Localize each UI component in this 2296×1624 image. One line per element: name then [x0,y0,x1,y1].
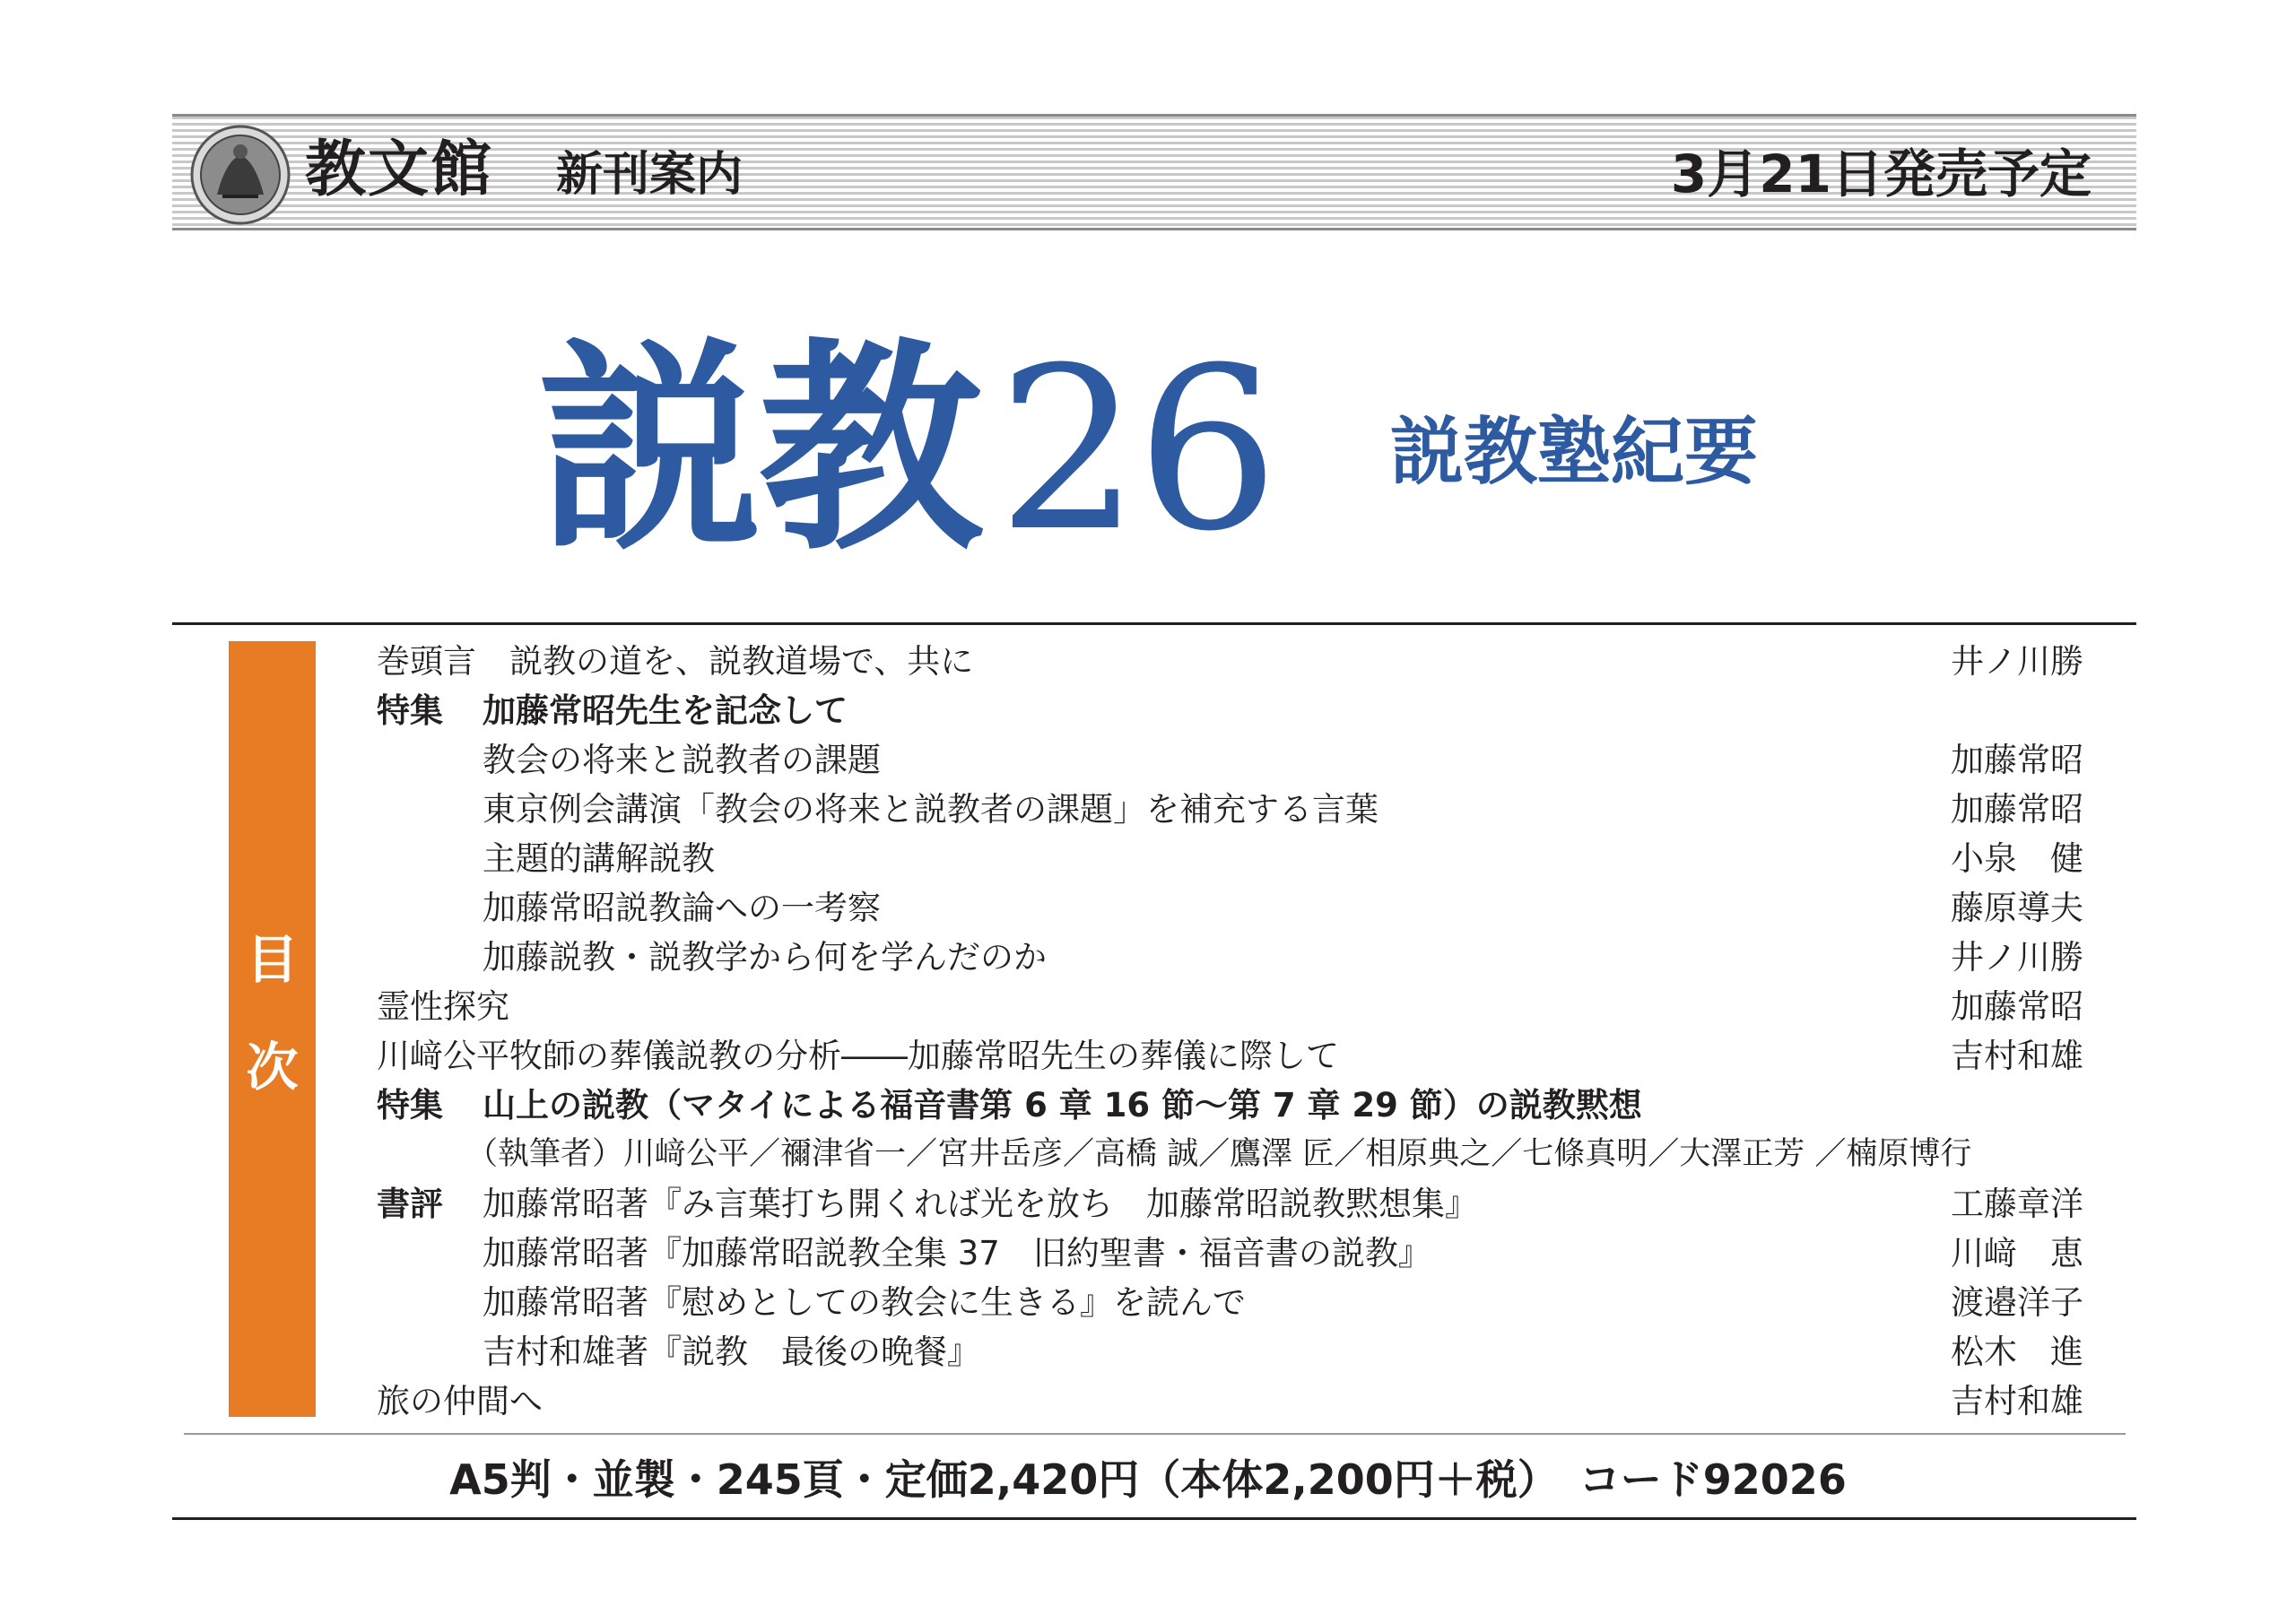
toc-entry-author: 松木 進 [1951,1333,2083,1371]
toc-review-entry [377,1179,2083,1229]
toc-entry-title: 霊性探究 [377,987,509,1026]
toc-entry-prefix: 特集 [377,1086,443,1125]
toc-entry-title: 加藤説教・説教学から何を学んだのか [483,938,1047,977]
toc-entry-title: 巻頭言 説教の道を、説教道場で、共に [377,642,974,681]
table-of-contents [377,637,2083,1426]
toc-entry [377,834,2083,883]
toc-entry-author: 井ノ川勝 [1951,938,2083,977]
toc-entry-author: 吉村和雄 [1951,1382,2083,1420]
book-title [538,314,1275,585]
toc-entry-author: 吉村和雄 [1951,1037,2083,1075]
toc-entry [377,933,2083,982]
publisher-emblem-icon [190,125,291,225]
toc-entry [377,982,2083,1031]
book-specs: A5判・並製・245頁・定価2,420円（本体2,200円＋税） コード92026 [449,1455,1847,1504]
book-title-text: 説教 [538,317,979,580]
toc-feature-heading [377,686,2083,735]
toc-entry-prefix: 書評 [377,1185,443,1223]
toc-entry-title: 加藤常昭著『慰めとしての教会に生きる』を読んで [483,1283,1246,1322]
toc-entry [377,637,2083,686]
bottom-rule [172,1517,2136,1520]
toc-contributors [377,1130,2083,1179]
toc-label-char: 目 [246,929,299,990]
toc-entry-title: 加藤常昭著『加藤常昭説教全集 37 旧約聖書・福音書の説教』 [483,1234,1431,1272]
toc-feature-heading [377,1081,2083,1130]
book-subtitle: 説教塾紀要 [1390,410,1759,495]
toc-bottom-rule [184,1433,2126,1435]
toc-entry-title: 加藤常昭説教論への一考察 [483,889,881,927]
toc-entry-author: 加藤常昭 [1951,790,2083,829]
toc-entry [377,1327,2083,1376]
toc-entry [377,735,2083,785]
toc-entry-author: 井ノ川勝 [1951,642,2083,681]
toc-entry-title: 旅の仲間へ [377,1382,543,1420]
toc-entry-title: 吉村和雄著『説教 最後の晩餐』 [483,1333,980,1371]
toc-entry [377,1229,2083,1278]
toc-entry-title: 加藤常昭著『み言葉打ち開くれば光を放ち 加藤常昭説教黙想集』 [483,1185,1478,1223]
toc-entry-title: 教会の将来と説教者の課題 [483,741,881,779]
toc-contributors-text: （執筆者）川﨑公平／禰津省一／宮井岳彦／高橋 誠／鷹澤 匠／相原典之／七條真明／大澤正芳 ／楠原博行 [466,1136,1972,1172]
toc-entry-title: 山上の説教（マタイによる福音書第 6 章 16 節～第 7 章 29 節）の説教黙想 [483,1086,1642,1125]
toc-entry-prefix: 特集 [377,691,443,730]
toc-entry [377,883,2083,933]
section-label: 新刊案内 [556,148,744,202]
toc-entry-author: 渡邉洋子 [1951,1283,2083,1322]
toc-entry-author: 加藤常昭 [1951,987,2083,1026]
toc-entry-author: 加藤常昭 [1951,741,2083,779]
toc-side-label [229,641,316,1417]
book-number: 26 [997,319,1276,580]
toc-entry-title: 川﨑公平牧師の葬儀説教の分析――加藤常昭先生の葬儀に際して [377,1037,1339,1075]
toc-entry-title: 東京例会講演「教会の将来と説教者の課題」を補充する言葉 [483,790,1378,829]
publisher-name: 教文館 [305,135,494,205]
top-rule [172,622,2136,625]
toc-entry-author: 工藤章洋 [1951,1185,2083,1223]
toc-entry [377,785,2083,834]
toc-label-char: 次 [246,1037,299,1098]
toc-entry-author: 小泉 健 [1951,839,2083,878]
toc-entry [377,1031,2083,1081]
release-date: 3月21日発売予定 [1670,143,2092,204]
toc-entry-author: 藤原導夫 [1951,889,2083,927]
toc-entry [377,1278,2083,1327]
toc-entry-title: 加藤常昭先生を記念して [483,691,848,730]
toc-entry [377,1376,2083,1426]
toc-entry-author: 川﨑 恵 [1951,1234,2083,1272]
toc-entry-title: 主題的講解説教 [483,839,715,878]
